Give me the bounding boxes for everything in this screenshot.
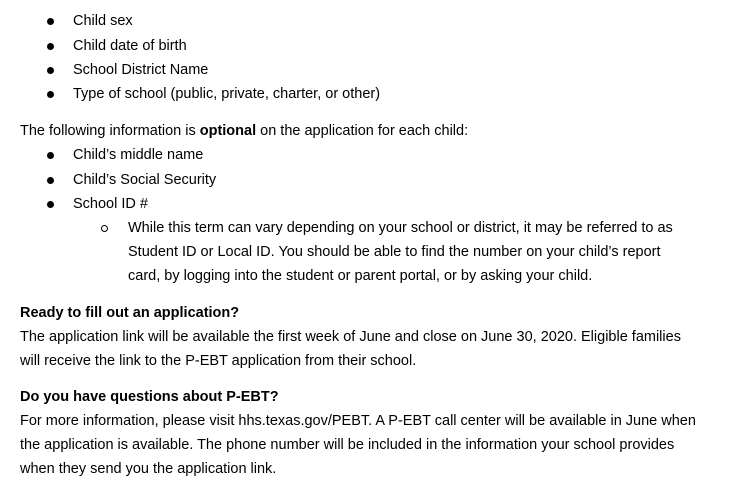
sub-item-line: Student ID or Local ID. You should be able to find the number on your child’s report xyxy=(128,244,661,260)
optional-intro xyxy=(20,122,468,140)
bullet-icon xyxy=(47,43,54,50)
list-item: Child’s Social Security xyxy=(73,172,217,188)
paragraph-line: when they send you the application link. xyxy=(20,461,277,477)
paragraph-line: will receive the link to the P-EBT application from their school. xyxy=(20,353,417,369)
paragraph-line: For more information, please visit hhs.texas.gov/PEBT. A P-EBT call center will be available in June when xyxy=(20,413,696,429)
bullet-icon xyxy=(47,91,54,98)
paragraph-line: the application is available. The phone number will be included in the information your school provides xyxy=(20,437,675,453)
list-item: School District Name xyxy=(73,62,209,78)
bullet-icon xyxy=(47,177,54,184)
sub-bullet-icon xyxy=(101,225,108,232)
list-item: Child date of birth xyxy=(73,38,187,54)
paragraph-line: The application link will be available the first week of June and close on June 30, 2020. Eligible families xyxy=(20,329,681,345)
list-item: Child’s middle name xyxy=(73,147,204,163)
section-heading: Ready to fill out an application? xyxy=(20,305,240,321)
list-item: Type of school (public, private, charter, or other) xyxy=(73,86,381,102)
bullet-icon xyxy=(47,201,54,208)
list-item: School ID # xyxy=(73,196,148,212)
bullet-icon xyxy=(47,152,54,159)
sub-item-line: card, by logging into the student or parent portal, or by asking your child. xyxy=(128,268,593,284)
optional-emphasis: optional xyxy=(199,123,257,139)
section-heading: Do you have questions about P-EBT? xyxy=(20,389,279,405)
optional-intro-prefix: The following information is xyxy=(20,123,200,139)
sub-item-line: While this term can vary depending on your school or district, it may be referred to as xyxy=(128,220,673,236)
bullet-icon xyxy=(47,18,54,25)
list-item: Child sex xyxy=(73,13,133,29)
optional-intro-suffix: on the application for each child: xyxy=(256,123,469,139)
bullet-icon xyxy=(47,67,54,74)
